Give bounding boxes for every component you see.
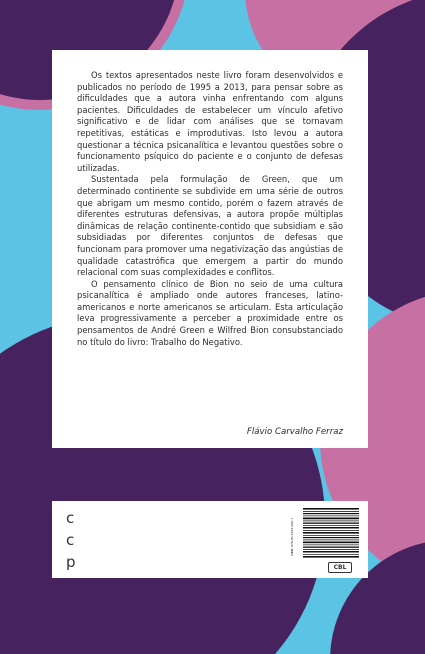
barcode-icon xyxy=(303,508,359,558)
isbn-label: ISBN: 978-85-7974-066-1 xyxy=(290,517,294,556)
synopsis-paragraph-2: Sustentada pela formulação de Green, que um determinado continente se subdivide em uma série de outros que abrigam um mesmo contido, porém o fazem através de diferentes estruturas defensivas, a autora propõe múltiplas dinâmicas de relação continente-contido que subsidiam e são subsidiadas por diferentes conjuntos de defesas que funcionam para promover uma negativização das angústias de qualidade catastrófica que emergem a partir do mundo relacional com suas complexidades e conflitos. xyxy=(77,174,343,278)
synopsis-paragraph-3: O pensamento clínico de Bion no seio de uma cultura psicanalítica é ampliado onde autores franceses, latino-americanos e norte americanos se articulam. Esta articulação leva progressivamente a perceber a proximidade entre os pensamentos de André Green e Wilfred Bion consubstanciado no título do livro: Trabalho do Negativo. xyxy=(77,278,343,347)
cbl-seal: CBL xyxy=(328,562,352,573)
logo-letter: p xyxy=(66,553,76,571)
author-signature: Flávio Carvalho Ferraz xyxy=(246,427,343,437)
logo-letter: c xyxy=(66,509,75,527)
synopsis-panel xyxy=(52,50,368,448)
publisher-panel xyxy=(52,501,368,578)
publisher-logo xyxy=(66,507,82,573)
logo-letter: c xyxy=(66,531,75,549)
synopsis-paragraph-1: Os textos apresentados neste livro foram desenvolvidos e publicados no período de 1995 a 2013, para pensar sobre as dificuldades que a autora vinha enfrentando com alguns pacientes. Dificuldades de estabelecer um vínculo afetivo significativo e de lidar com análises que se tornavam repetitivas, estáticas e improdutivas. Isto levou a autora questionar a técnica psicanalítica e levantou questões sobre o funcionamento psíquico do paciente e o conjunto de defesas utilizadas. xyxy=(77,70,343,173)
isbn-barcode xyxy=(291,506,361,573)
